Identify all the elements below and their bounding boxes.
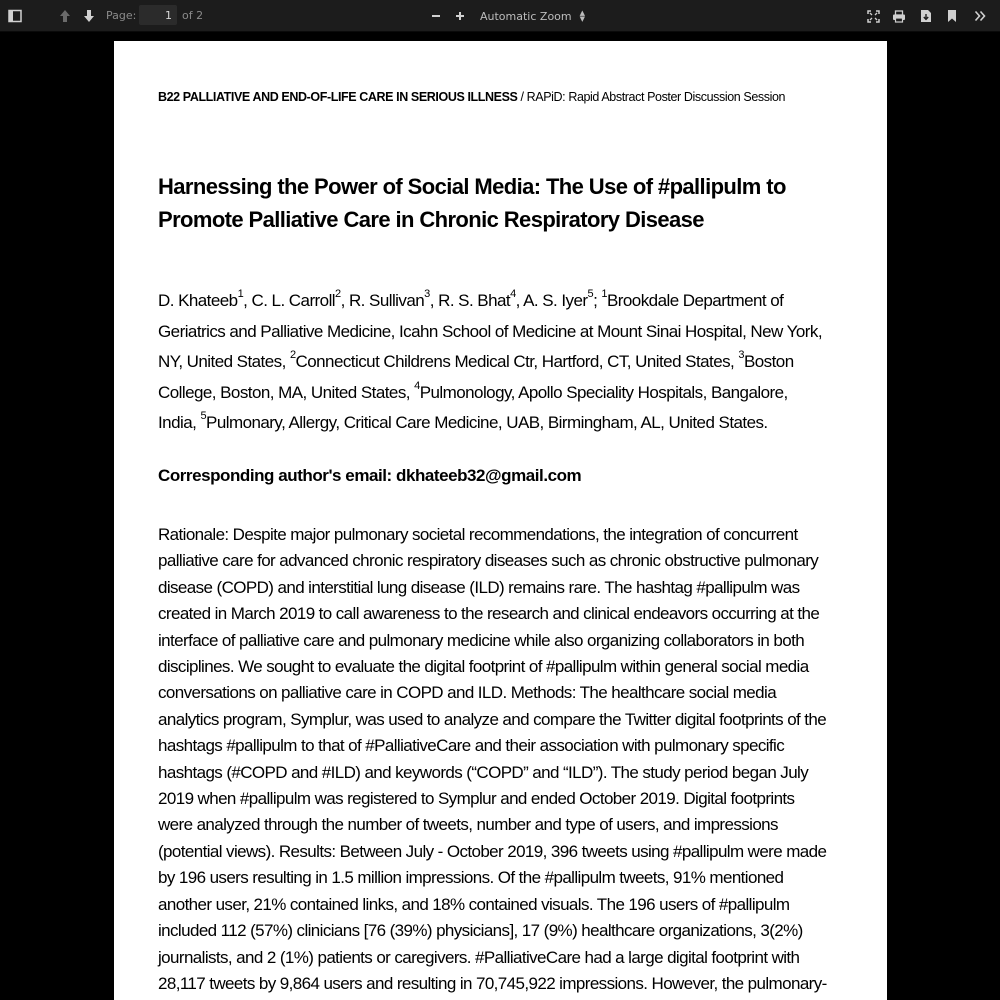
affiliation-marker: 5: [200, 410, 207, 423]
arrow-up-icon: [59, 9, 71, 23]
title-line: Promote Palliative Care in Chronic Respiratory Disease: [158, 207, 704, 232]
abstract-title: [158, 170, 798, 236]
affiliation-marker: 4: [414, 379, 420, 392]
pdf-toolbar: [0, 0, 1000, 32]
affiliation-marker: 4: [510, 288, 516, 301]
download-button[interactable]: [917, 6, 935, 26]
download-icon: [920, 9, 932, 23]
affiliation: Boston: [743, 352, 794, 371]
document-viewer[interactable]: [0, 32, 1000, 1000]
zoom-select-value: Automatic Zoom: [480, 9, 572, 23]
affiliation-marker: 2: [289, 349, 296, 362]
abstract-line: were analyzed through the number of tweets, number and type of users, and impressions: [158, 815, 778, 835]
plus-icon: [455, 11, 465, 21]
double-chevron-right-icon: [974, 10, 986, 22]
session-header: [158, 90, 848, 104]
zoom-out-button[interactable]: [428, 6, 444, 26]
printer-icon: [892, 10, 906, 23]
abstract-line: Rationale: Despite major pulmonary societal recommendations, the integration of concurrent: [158, 525, 798, 544]
sidebar-toggle-icon[interactable]: [6, 6, 24, 26]
bookmark-button[interactable]: [943, 6, 961, 26]
abstract-line: another user, 21% contained links, and 18% contained visuals. The 196 users of #pallipulm: [158, 894, 790, 914]
affiliation: Brookdale Department of: [607, 291, 784, 310]
affiliation: India,: [158, 413, 201, 432]
abstract-line: disease (COPD) and interstitial lung disease (ILD) remains rare. The hashtag #pallipulm was: [158, 577, 800, 597]
abstract-line: created in March 2019 to call awareness to the research and clinical endeavors occurring at the: [158, 604, 820, 624]
abstract-line: (potential views). Results: Between July - October 2019, 396 tweets using #pallipulm were made: [158, 841, 827, 861]
author: D. Khateeb: [158, 291, 238, 310]
pdf-page: [114, 41, 887, 1000]
zoom-in-button[interactable]: [452, 6, 468, 26]
abstract-line: hashtags (#COPD and #ILD) and keywords (“COPD” and “ILD”). The study period began July: [158, 762, 809, 782]
affiliation-marker: 3: [738, 349, 744, 362]
affiliation: Pulmonary, Allergy, Critical Care Medicine, UAB, Birmingham, AL, United States.: [206, 413, 768, 432]
author: , A. S. Iyer: [515, 291, 588, 310]
author: , C. L. Carroll: [243, 291, 336, 310]
next-page-button[interactable]: [80, 6, 98, 26]
author: , R. Sullivan: [340, 291, 425, 310]
corresponding-author-email: Corresponding author's email: dkhateeb32@gmail.com: [158, 466, 582, 485]
select-arrows-icon: ▲ ▼: [579, 9, 586, 23]
abstract-body: [158, 522, 848, 997]
presentation-mode-button[interactable]: [864, 6, 882, 26]
abstract-line: 28,117 tweets by 9,864 users and resulting in 70,745,922 impressions. However, the pulmonary-: [158, 973, 827, 993]
abstract-line: included 112 (57%) clinicians [76 (39%) physicians], 17 (9%) healthcare organizations, 3(2%): [158, 921, 803, 941]
abstract-line: palliative care for advanced chronic respiratory diseases such as chronic obstructive pulmonary: [158, 551, 819, 571]
affiliation-marker: 1: [601, 288, 607, 301]
title-line: Harnessing the Power of Social Media: The Use of #pallipulm to: [158, 174, 786, 199]
abstract-line: interface of palliative care and pulmonary medicine while also organizing collaborators in both: [158, 630, 805, 650]
separator: ;: [593, 291, 602, 310]
affiliation-marker: 2: [335, 288, 341, 301]
abstract-line: conversations on palliative care in COPD and ILD. Methods: The healthcare social media: [158, 683, 777, 703]
abstract-line: 2019 when #pallipulm was registered to Symplur and ended October 2019. Digital footprints: [158, 789, 795, 809]
affiliation-marker: 5: [587, 288, 594, 301]
abstract-line: hashtags #pallipulm to that of #PalliativeCare and their association with pulmonary specific: [158, 736, 785, 756]
affiliation-marker: 1: [237, 288, 244, 301]
zoom-select[interactable]: [474, 6, 591, 26]
arrow-down-icon: [83, 9, 95, 23]
fullscreen-icon: [867, 10, 880, 23]
print-button[interactable]: [890, 6, 908, 26]
affiliation: College, Boston, MA, United States,: [158, 382, 415, 402]
page-count: of 2: [182, 9, 204, 22]
page-number-input[interactable]: [139, 5, 177, 25]
author: , R. S. Bhat: [429, 291, 511, 310]
session-title: B22 PALLIATIVE AND END-OF-LIFE CARE IN SERIOUS ILLNESS: [158, 90, 518, 104]
abstract-line: disciplines. We sought to evaluate the digital footprint of #pallipulm within general social media: [158, 657, 809, 677]
abstract-line: analytics program, Symplur, was used to analyze and compare the Twitter digital footprints of the: [158, 709, 827, 729]
previous-page-button[interactable]: [56, 6, 74, 26]
abstract-line: by 196 users resulting in 1.5 million impressions. Of the #pallipulm tweets, 91% mentioned: [158, 868, 784, 888]
affiliation: Connecticut Childrens Medical Ctr, Hartford, CT, United States,: [295, 352, 739, 371]
bookmark-icon: [947, 9, 957, 23]
affiliation-marker: 3: [424, 288, 430, 301]
minus-icon: [431, 11, 441, 21]
affiliation: Geriatrics and Palliative Medicine, Icahn School of Medicine at Mount Sinai Hospital, New York,: [158, 321, 823, 341]
authors-affiliations: [158, 286, 848, 439]
affiliation: Pulmonology, Apollo Speciality Hospitals, Bangalore,: [419, 382, 788, 402]
abstract-line: journalists, and 2 (1%) patients or caregivers. #PalliativeCare had a large digital footprint with: [158, 947, 800, 967]
session-subtitle: / RAPiD: Rapid Abstract Poster Discussion Session: [517, 90, 786, 104]
tools-button[interactable]: [970, 6, 990, 26]
page-label: Page:: [106, 9, 137, 22]
affiliation: NY, United States,: [158, 352, 290, 371]
